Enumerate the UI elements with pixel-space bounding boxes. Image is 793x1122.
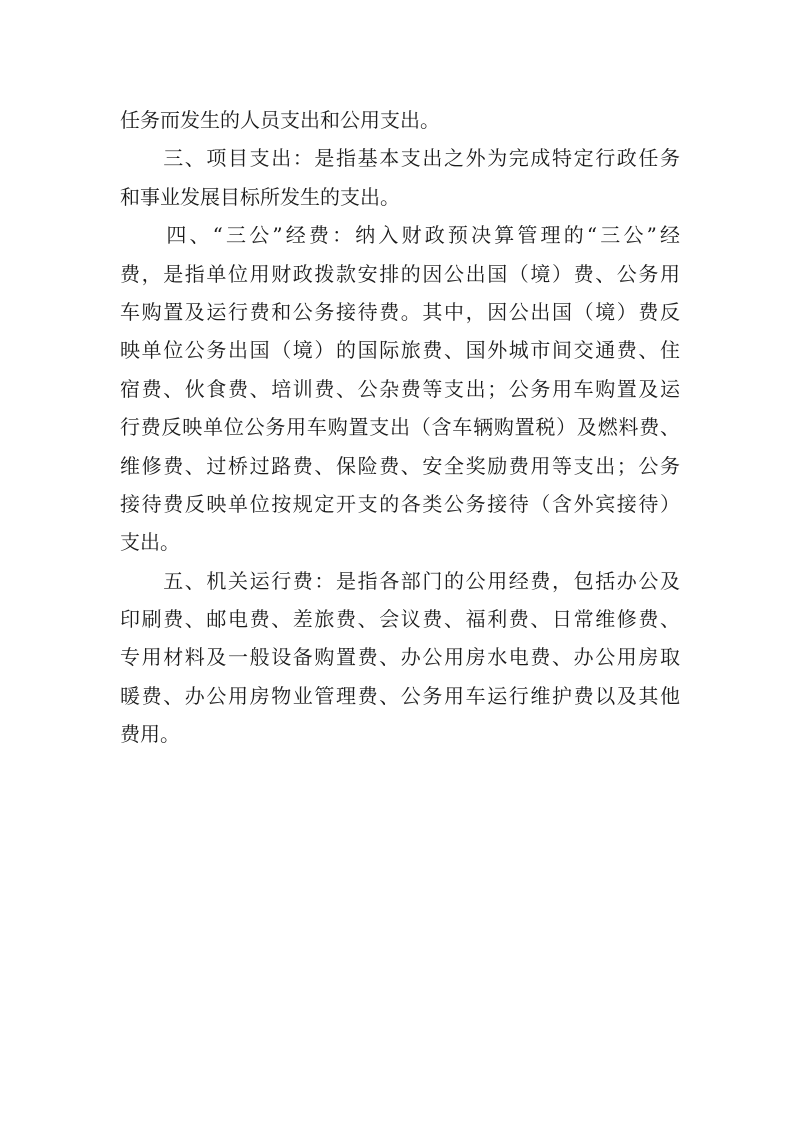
text-line: 维修费、过桥过路费、保险费、安全奖励费用等支出；公务 (120, 453, 680, 478)
text-line: 映单位公务出国（境）的国际旅费、国外城市间交通费、住 (120, 338, 680, 363)
text-line: 三、项目支出：是指基本支出之外为完成特定行政任务 (120, 146, 680, 171)
document-body (120, 101, 680, 754)
text-line: 支出。 (120, 530, 180, 555)
text-line: 接待费反映单位按规定开支的各类公务接待（含外宾接待） (120, 491, 680, 516)
text-line: 四、“三公”经费：纳入财政预决算管理的“三公”经 (120, 223, 680, 248)
text-line: 专用材料及一般设备购置费、办公用房水电费、办公用房取 (120, 645, 680, 670)
text-line: 车购置及运行费和公务接待费。其中，因公出国（境）费反 (120, 299, 680, 324)
text-line: 任务而发生的人员支出和公用支出。 (120, 108, 440, 132)
text-line: 五、机关运行费：是指各部门的公用经费，包括办公及 (120, 568, 680, 593)
text-line: 和事业发展目标所发生的支出。 (120, 184, 400, 209)
text-line: 费用。 (120, 722, 180, 747)
text-line: 印刷费、邮电费、差旅费、会议费、福利费、日常维修费、 (120, 607, 680, 632)
text-line: 宿费、伙食费、培训费、公杂费等支出；公务用车购置及运 (120, 376, 680, 401)
text-line: 暖费、办公用房物业管理费、公务用车运行维护费以及其他 (120, 683, 680, 708)
text-line: 行费反映单位公务用车购置支出（含车辆购置税）及燃料费、 (120, 415, 680, 440)
text-line: 费，是指单位用财政拨款安排的因公出国（境）费、公务用 (120, 261, 680, 286)
